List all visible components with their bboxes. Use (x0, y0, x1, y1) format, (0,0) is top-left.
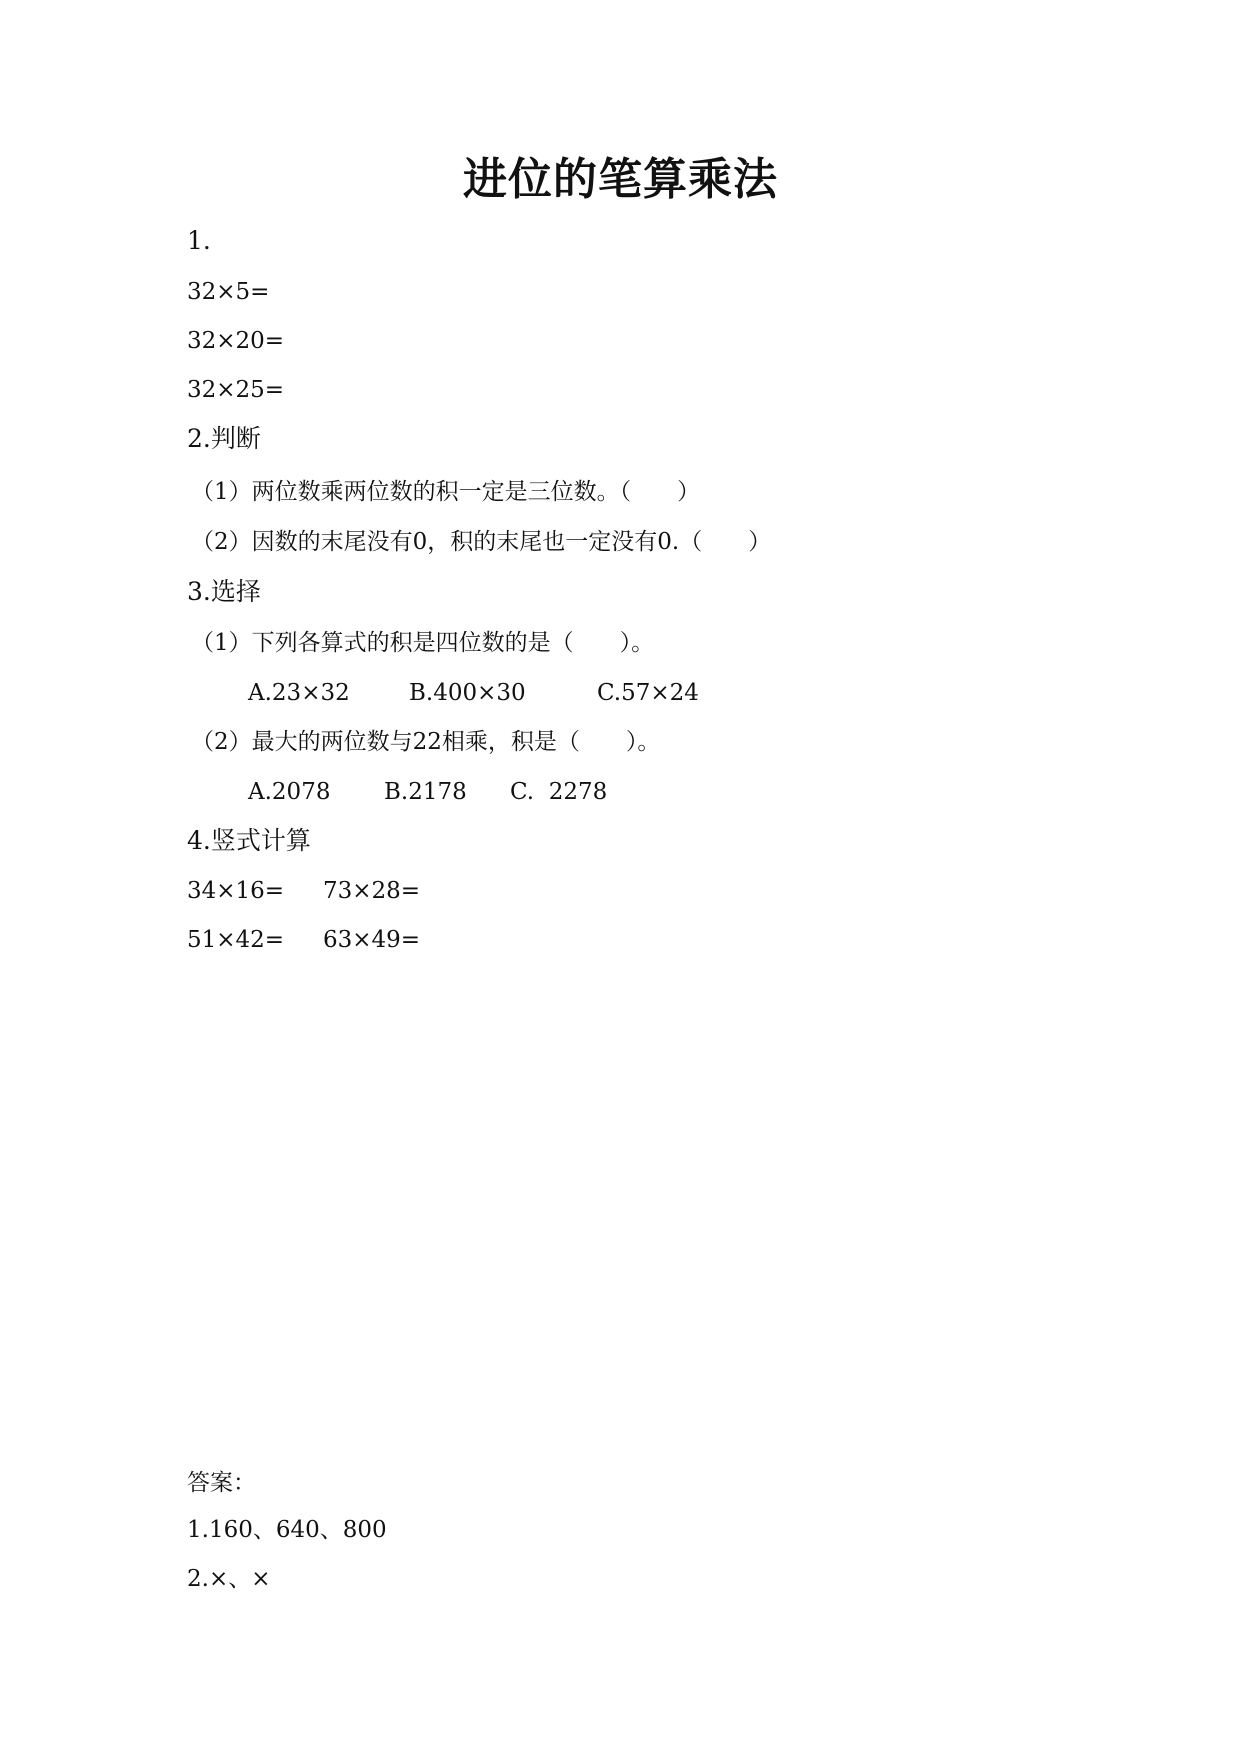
q3-sub1-option-c: C.57×24 (597, 680, 699, 706)
answer-line-1: 1.160、640、800 (187, 1517, 387, 1543)
q3-sub2-option-a: A.2078 (248, 779, 331, 805)
q3-sub1-question: （1）下列各算式的积是四位数的是（ ）。 (191, 630, 655, 656)
q3-sub2-option-c: C. 2278 (510, 779, 608, 805)
q1-item-3: 32×25= (187, 377, 285, 403)
q3-sub2-option-b: B.2178 (384, 779, 467, 805)
question-3-heading: 3.选择 (187, 577, 261, 606)
q4-row1-item1: 34×16= (187, 878, 285, 904)
answer-line-2: 2.×、× (187, 1566, 271, 1592)
q3-sub2-question: （2）最大的两位数与22相乘，积是（ ）。 (191, 729, 661, 755)
q4-row2-item1: 51×42= (187, 927, 285, 953)
q2-item-1: （1）两位数乘两位数的积一定是三位数。（ ） (191, 479, 701, 505)
q3-sub1-option-b: B.400×30 (409, 680, 526, 706)
q4-row2-item2: 63×49= (323, 927, 421, 953)
q1-item-2: 32×20= (187, 328, 285, 354)
q1-item-1: 32×5= (187, 279, 270, 305)
page-title: 进位的笔算乘法 (463, 154, 778, 205)
q3-sub1-option-a: A.23×32 (248, 680, 350, 706)
question-4-heading: 4.竖式计算 (187, 826, 311, 855)
answers-heading: 答案： (187, 1470, 256, 1496)
question-1-number: 1. (187, 226, 211, 255)
question-2-heading: 2.判断 (187, 424, 261, 453)
q2-item-2: （2）因数的末尾没有0，积的末尾也一定没有0.（ ） (191, 529, 772, 555)
q4-row1-item2: 73×28= (323, 878, 421, 904)
